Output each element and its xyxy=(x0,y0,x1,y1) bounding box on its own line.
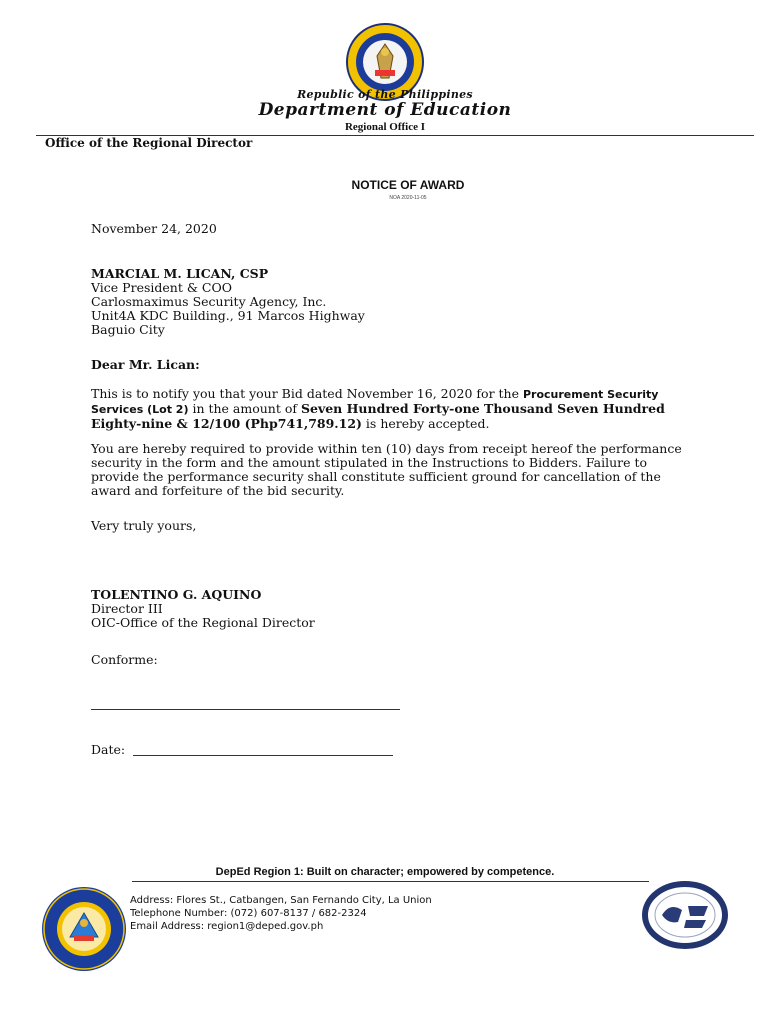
regional-office-heading: Regional Office I xyxy=(344,121,426,133)
conforme-label: Conforme: xyxy=(91,652,158,667)
signatory-title: Director III xyxy=(91,601,163,616)
addressee-name: MARCIAL M. LICAN, CSP xyxy=(91,266,269,281)
addressee-company: Carlosmaximus Security Agency, Inc. xyxy=(91,294,327,309)
para1-text2: in the amount of xyxy=(188,401,301,416)
addressee-block xyxy=(91,267,365,337)
notice-title: NOTICE OF AWARD xyxy=(351,178,465,192)
footer-divider xyxy=(132,881,649,882)
addressee-address: Unit4A KDC Building., 91 Marcos Highway xyxy=(91,308,365,323)
closing: Very truly yours, xyxy=(91,518,197,533)
republic-heading: Republic of the Philippines xyxy=(297,88,473,101)
notice-number: NOA 2020-11-05 xyxy=(389,195,427,201)
para1-text3: is hereby accepted. xyxy=(361,416,490,431)
signatory-name: TOLENTINO G. AQUINO xyxy=(91,587,262,602)
salutation: Dear Mr. Lican: xyxy=(91,357,200,372)
para1-text1: This is to notify you that your Bid dated November 16, 2020 for the xyxy=(91,386,523,401)
addressee-title: Vice President & COO xyxy=(91,280,232,295)
footer-telephone: Telephone Number: (072) 607-8137 / 682-2324 xyxy=(130,908,367,919)
footer-email: Email Address: region1@deped.gov.ph xyxy=(130,921,324,932)
letter-date: November 24, 2020 xyxy=(91,221,217,236)
signatory-block xyxy=(91,588,315,630)
award-amount: Seven Hundred Forty-one Thousand Seven Hundred Eighty-nine & 12/100 (Php741,789.12) xyxy=(91,401,665,431)
footer-tagline: DepEd Region 1: Built on character; empowered by competence. xyxy=(215,866,555,878)
performance-security-paragraph: You are hereby required to provide within ten (10) days from receipt hereof the performance security in the form and the amount stipulated in the Instructions to Bidders. Failure to provide the performance security shall constitute sufficient ground for cancellation of the award and forfeiture of the bid security. xyxy=(91,441,682,498)
iso-certification-logo-icon xyxy=(640,880,730,950)
office-heading: Office of the Regional Director xyxy=(45,136,253,150)
date-signature-label: Date: xyxy=(91,742,126,757)
award-paragraph xyxy=(91,387,691,431)
department-heading: Department of Education xyxy=(258,100,512,120)
conforme-signature-line xyxy=(91,709,400,710)
deped-region1-seal-icon xyxy=(40,885,128,973)
footer-contact xyxy=(130,894,432,933)
footer-address: Address: Flores St., Catbangen, San Fernando City, La Union xyxy=(130,895,432,906)
date-signature-line xyxy=(133,755,393,756)
addressee-city: Baguio City xyxy=(91,322,165,337)
project-name: Procurement Security Services (Lot 2) xyxy=(91,388,659,416)
signatory-office: OIC-Office of the Regional Director xyxy=(91,615,315,630)
